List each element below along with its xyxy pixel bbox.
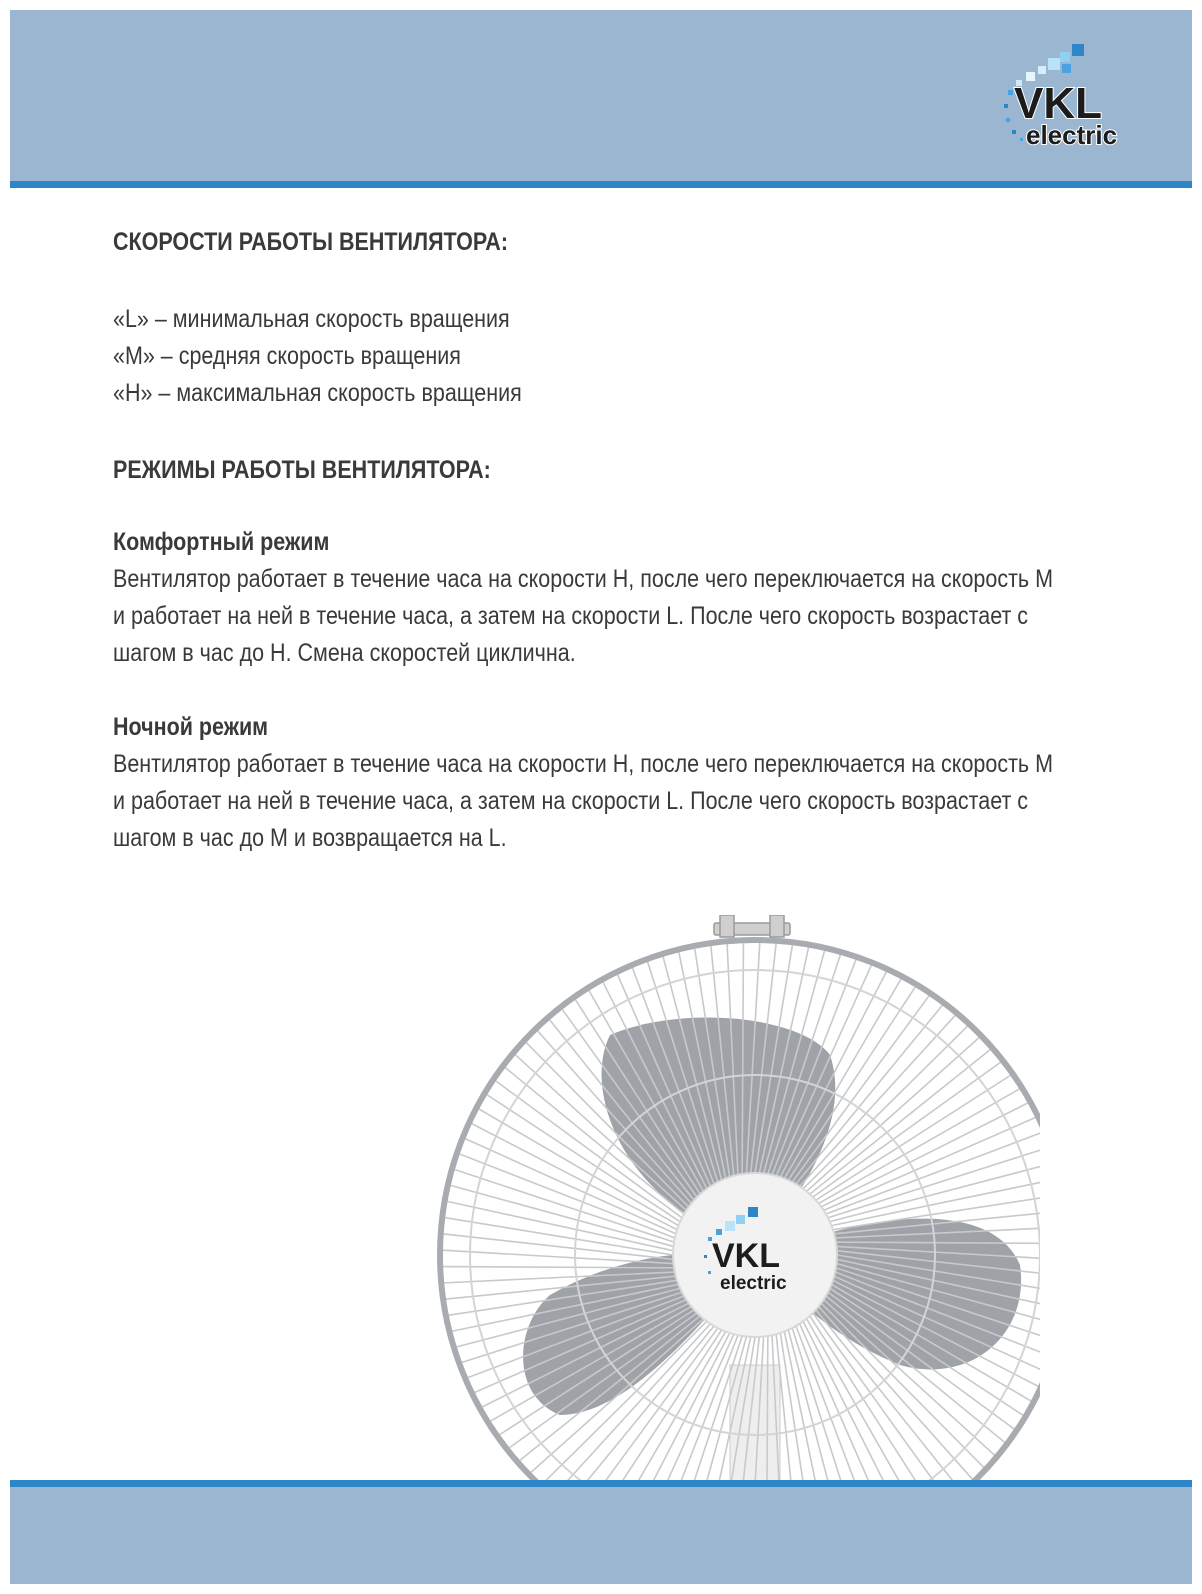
- speed-item-low: «L» – минимальная скорость вращения: [113, 305, 510, 333]
- fan-grill-spoke: [455, 1170, 674, 1243]
- fan-illustration: [430, 915, 1040, 1480]
- speed-item-medium: «M» – средняя скорость вращения: [113, 342, 461, 370]
- night-mode-title: Ночной режим: [113, 713, 269, 741]
- comfort-mode-title: Комфортный режим: [113, 528, 330, 556]
- fan-grill-spoke: [448, 1201, 673, 1250]
- fan-grill-spoke: [443, 1250, 673, 1263]
- header-accent-line: [10, 181, 1192, 188]
- fan-grill-spoke: [788, 1330, 847, 1480]
- hub-logo-main-text: VKL: [712, 1237, 780, 1275]
- logo-main-text: VKL: [1014, 79, 1102, 128]
- fan-top-handle: [714, 915, 790, 937]
- vkl-electric-logo: [1000, 38, 1150, 158]
- speed-item-high: «H» – максимальная скорость вращения: [113, 379, 522, 407]
- logo-sub-text: electric: [1026, 120, 1118, 150]
- night-mode-text: Вентилятор работает в течение часа на скорости H, после чего переключается на скорость M и работает на ней в течение часа, а затем на скорости L. После чего скорость возрастает с шагом в час до M и возвращается на L.: [113, 750, 1054, 852]
- fan-grill-spoke: [828, 1148, 1040, 1218]
- speeds-heading: СКОРОСТИ РАБОТЫ ВЕНТИЛЯТОРА:: [113, 228, 508, 256]
- comfort-mode-text: Вентилятор работает в течение часа на скорости H, после чего переключается на скорость M и работает на ней в течение часа, а затем на скорости L. После чего скорость возрастает с шагом в час до H. Смена скоростей циклична.: [113, 565, 1054, 667]
- footer-accent-line: [10, 1480, 1192, 1487]
- footer-band: [10, 1487, 1192, 1584]
- fan-grill-spoke: [830, 1163, 1040, 1222]
- fan-grill-spoke: [792, 1328, 862, 1480]
- fan-drawing: [430, 915, 1040, 1480]
- fan-grill-spoke: [824, 1118, 1035, 1211]
- modes-heading: РЕЖИМЫ РАБОТЫ ВЕНТИЛЯТОРА:: [113, 456, 491, 484]
- fan-grill-spoke: [767, 1336, 768, 1480]
- hub-logo-sub-text: electric: [720, 1273, 787, 1294]
